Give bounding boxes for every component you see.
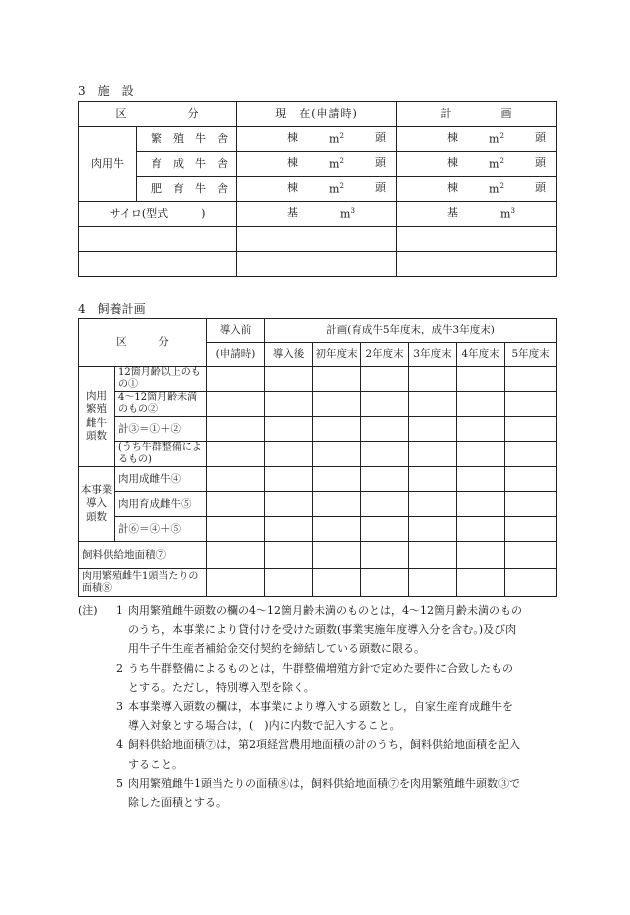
category-beef-cattle: 肉用牛 [79,127,137,202]
col-year2: 2年度末 [361,343,409,367]
plan-units: 棟 $m^2$ 頭 [397,127,557,152]
col-year3: 3年度末 [409,343,457,367]
note-line: 導入対象とする場合は，( )内に内数で記入すること。 [128,719,401,733]
current-units: 棟 $m^2$ 頭 [237,127,397,152]
plan-header: 計 画 [397,102,557,127]
blank-cell [397,252,557,277]
col-year1: 初年度末 [313,343,361,367]
blank-cell [79,252,237,277]
silo-plan-units: 基 $m^3$ [397,202,557,227]
note-3 [78,697,558,735]
note-4 [78,735,558,773]
row-herd-improvement: (うち牛群整備によるもの) [115,442,207,467]
note-line: 除した面積とする。 [128,796,227,810]
section3-title: 3 施 設 [78,84,134,98]
before-sub-header: (申請時) [207,343,265,367]
blank-cell [79,227,237,252]
row-label-breeding-barn: 繁 殖 牛 舎 [137,127,237,152]
note-5 [78,774,558,812]
col-year4: 4年度末 [457,343,505,367]
col-year5: 5年度末 [505,343,557,367]
plan-units: 棟 $m^2$ 頭 [397,177,557,202]
row-area-per-head: 肉用繁殖雌牛1頭当たりの面積⑧ [79,569,207,597]
plan-units: 棟 $m^2$ 頭 [397,152,557,177]
row-adult-cow: 肉用成雌牛④ [115,467,207,492]
feeding-plan-table [78,318,557,597]
col-after-import: 導入後 [265,343,313,367]
blank-cell [237,252,397,277]
blank-cell [237,227,397,252]
note-line: 本事業導入頭数の欄は，本事業により導入する頭数とし，自家生産育成雌牛を [128,700,513,714]
row-label-rearing-barn: 育 成 牛 舎 [137,152,237,177]
silo-label: サイロ(型式 ) [79,202,237,227]
note-line: 用牛子牛生産者補給金交付契約を締結している頭数に限る。 [128,642,425,656]
note-line: うち牛群整備によるものとは，牛群整備増殖方針で定めた要件に合致したもの [128,661,513,675]
note-line: 肉用繁殖雌牛1頭当たりの面積⑧は，飼料供給地面積⑦を肉用繁殖雌牛頭数③で [128,776,520,790]
note-number: 4 [116,738,123,752]
note-line: 飼料供給地面積⑦は，第2項経営農用地面積の計のうち，飼料供給地面積を記入 [128,738,520,752]
current-units: 棟 $m^2$ 頭 [237,152,397,177]
note-number: 2 [116,661,123,675]
note-number: 1 [116,604,123,617]
note-2 [78,659,558,697]
group-project-import-count: 本事業 導入 頭数 [79,467,115,542]
note-number: 3 [116,700,123,714]
group-breeding-cow-count: 肉用 繁殖 雌牛 頭数 [79,367,115,467]
silo-current-units: 基 $m^3$ [237,202,397,227]
row-label-fattening-barn: 肥 育 牛 舎 [137,177,237,202]
row-rearing-cow: 肉用育成雌牛⑤ [115,492,207,517]
current-units: 棟 $m^2$ 頭 [237,177,397,202]
row-12-months-plus: 12箇月齢以上のもの① [115,367,207,392]
note-line: とする。ただし，特別導入型を除く。 [128,680,315,694]
section4-title: 4 飼養計画 [78,302,146,316]
notes-label: (注) [78,604,98,617]
before-header: 導入前 [207,319,265,343]
kubun-header: 区 分 [79,319,207,367]
plan-header: 計画(育成牛5年度末，成牛3年度末) [265,319,557,343]
row-4-12-months: 4～12箇月齢未満のもの② [115,392,207,417]
row-total-6: 計⑥＝④＋⑤ [115,517,207,542]
notes [78,601,558,812]
row-feed-area: 飼料供給地面積⑦ [79,542,207,569]
note-line: 肉用繁殖雌牛頭数の欄の4～12箇月齢未満のものとは，4～12箇月齢未満のもの [128,604,522,617]
blank-cell [397,227,557,252]
current-header: 現 在(申請時) [237,102,397,127]
row-total-3: 計③＝①＋② [115,417,207,442]
kubun-header: 区 分 [79,102,237,127]
facilities-table [78,101,557,277]
note-number: 5 [116,776,123,790]
note-line: すること。 [128,757,183,771]
note-line: のうち，本事業により貸付けを受けた頭数(事業実施年度導入分を含む。)及び肉 [128,623,517,637]
note-1 [78,601,558,659]
